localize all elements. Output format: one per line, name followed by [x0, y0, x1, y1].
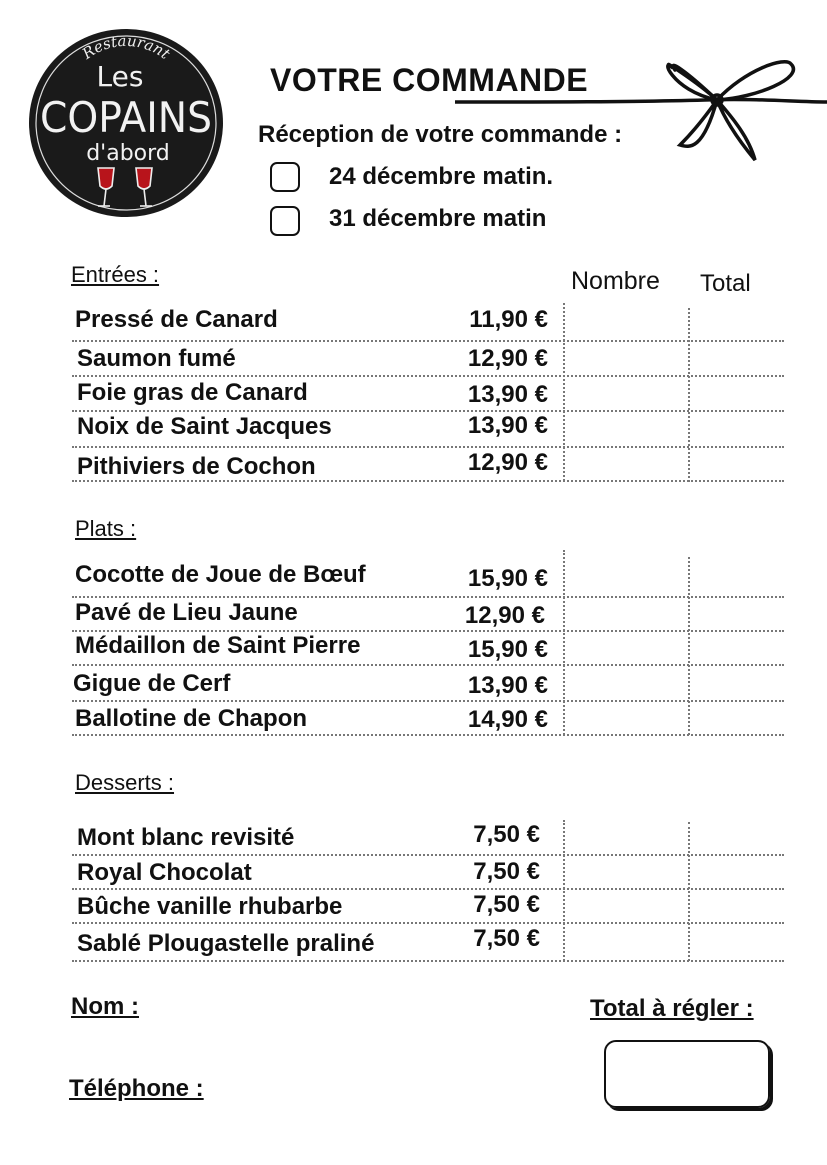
section-entrees-label: Entrées : [71, 262, 160, 287]
menu-item-name: Cocotte de Joue de Bœuf [75, 561, 366, 588]
menu-item-name: Ballotine de Chapon [75, 705, 308, 732]
menu-item-name: Sablé Plougastelle praliné [77, 930, 375, 957]
menu-item-price: 12,90 € [467, 345, 548, 372]
row-divider [72, 854, 784, 856]
menu-item-name: Pithiviers de Cochon [77, 453, 316, 480]
menu-item-name: Gigue de Cerf [73, 670, 231, 697]
menu-item-price: 11,90 € [469, 306, 548, 333]
menu-item-price: 12,90 € [467, 449, 548, 476]
restaurant-logo [28, 28, 224, 218]
nom-label: Nom : [71, 993, 139, 1020]
menu-item-price: 7,50 € [473, 858, 540, 885]
row-divider [72, 340, 784, 342]
row-divider [72, 446, 784, 448]
page-title: VOTRE COMMANDE [270, 62, 589, 98]
menu-item-price: 13,90 € [467, 412, 548, 439]
column-header-total: Total [700, 270, 751, 297]
total-a-regler-label: Total à régler : [590, 995, 754, 1022]
ribbon-bow-icon [455, 50, 827, 170]
column-divider [688, 308, 690, 482]
menu-item-name: Royal Chocolat [77, 859, 252, 886]
menu-item-name: Pavé de Lieu Jaune [75, 599, 298, 626]
checkbox-24-december[interactable] [270, 162, 300, 192]
menu-item-name: Saumon fumé [77, 345, 236, 372]
section-desserts-label: Desserts : [75, 770, 175, 795]
row-divider [72, 375, 784, 377]
total-amount-box[interactable] [604, 1040, 770, 1108]
row-divider [72, 700, 784, 702]
menu-item-price: 7,50 € [473, 925, 540, 952]
row-divider [72, 960, 784, 962]
logo-restaurant-text: Restaurant [79, 31, 174, 63]
menu-item-price: 13,90 € [467, 381, 548, 408]
row-divider [72, 888, 784, 890]
column-divider [688, 557, 690, 735]
row-divider [72, 664, 784, 666]
option-24-december-label: 24 décembre matin. [329, 163, 554, 190]
menu-item-name: Médaillon de Saint Pierre [75, 632, 361, 659]
menu-item-name: Noix de Saint Jacques [77, 413, 332, 440]
row-divider [72, 596, 784, 598]
row-divider [72, 734, 784, 736]
logo-dabord-text: d'abord [86, 141, 170, 166]
menu-item-price: 15,90 € [467, 636, 548, 663]
menu-item-name: Mont blanc revisité [77, 824, 295, 851]
checkbox-31-december[interactable] [270, 206, 300, 236]
menu-item-price: 7,50 € [473, 821, 540, 848]
logo-copains-text: COPAINS [40, 93, 212, 142]
menu-item-price: 7,50 € [473, 891, 540, 918]
row-divider [72, 922, 784, 924]
row-divider [72, 410, 784, 412]
menu-item-name: Foie gras de Canard [77, 379, 308, 406]
row-divider [72, 480, 784, 482]
column-divider [563, 820, 565, 961]
menu-item-price: 12,90 € [464, 602, 545, 629]
reception-label: Réception de votre commande : [258, 121, 623, 148]
menu-item-price: 15,90 € [467, 565, 548, 592]
column-divider [688, 822, 690, 961]
column-divider [563, 550, 565, 735]
row-divider [72, 630, 784, 632]
menu-item-price: 13,90 € [467, 672, 548, 699]
menu-item-name: Bûche vanille rhubarbe [77, 893, 343, 920]
telephone-label: Téléphone : [69, 1075, 204, 1102]
menu-item-name: Pressé de Canard [75, 306, 278, 333]
section-plats-label: Plats : [75, 516, 137, 541]
column-header-nombre: Nombre [571, 267, 660, 295]
option-31-december-label: 31 décembre matin [329, 205, 547, 232]
column-divider [563, 303, 565, 481]
menu-item-price: 14,90 € [467, 706, 548, 733]
logo-les-text: Les [96, 60, 144, 93]
